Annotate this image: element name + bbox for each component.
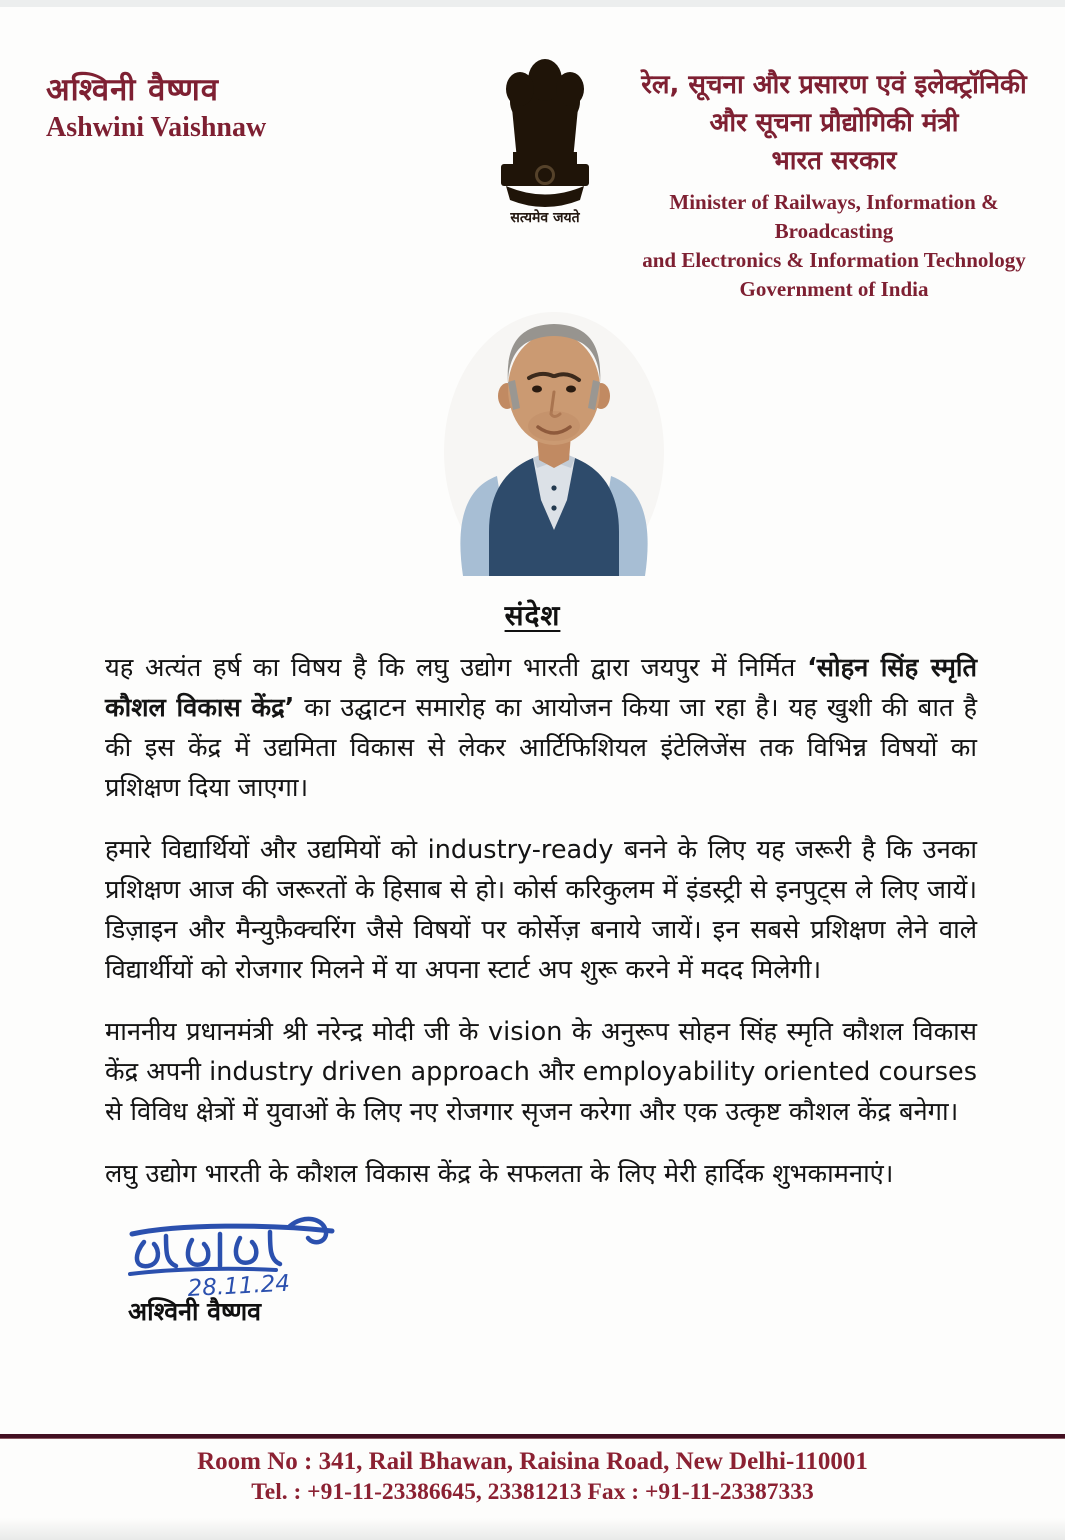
scan-edge [0, 0, 1065, 7]
letter-paragraph [105, 648, 977, 808]
minister-name-block [46, 70, 386, 146]
paragraph-text: लघु उद्योग भारती के कौशल विकास केंद्र के सफलता के लिए मेरी हार्दिक शुभकामनाएं। [105, 1159, 894, 1189]
paragraph-text: यह अत्यंत हर्ष का विषय है कि लघु उद्योग भारती द्वारा जयपुर में निर्मित [105, 653, 808, 683]
letter-paragraph [105, 1154, 977, 1194]
letter-paragraph [105, 830, 977, 990]
paragraph-text: का उद्घाटन समारोह का आयोजन किया जा रहा है। यह खुशी की बात है की इस केंद्र में उद्यमिता विकास से लेकर आर्टिफिशियल इंटेलिजेंस तक विभिन्न विषयों का प्रशिक्षण दिया जाएगा। [105, 693, 977, 803]
minister-portrait-photo [433, 292, 675, 576]
letter-body [105, 648, 977, 1216]
letter-paragraph [105, 1012, 977, 1132]
footer-phones: Tel. : +91-11-23386645, 23381213 Fax : +91-11-23387333 [251, 1479, 814, 1505]
footer-address: Room No : 341, Rail Bhawan, Raisina Road, New Delhi-110001 [197, 1448, 868, 1475]
office-hindi-line: रेल, सूचना और प्रसारण एवं इलेक्ट्रॉनिकी [641, 70, 1027, 100]
minister-name-english: Ashwini Vaishnaw [46, 112, 267, 143]
letter-title-text: संदेश [504, 599, 561, 632]
office-hindi-line: और सूचना प्रौद्योगिकी मंत्री [709, 108, 959, 138]
scan-edge [0, 1518, 1065, 1540]
signature-date: 28.11.24 [186, 1270, 291, 1302]
paragraph-text: माननीय प्रधानमंत्री श्री नरेन्द्र मोदी जी के vision के अनुरूप सोहन सिंह स्मृति कौशल विकास केंद्र अपनी industry driven approach और employability oriented courses से विविध क्षेत्रों में युवाओं के लिए नए रोजगार सृजन करेगा और एक उत्कृष्ट कौशल केंद्र बनेगा। [105, 1017, 977, 1127]
letter-title [0, 596, 1065, 634]
paragraph-text: हमारे विद्यार्थियों और उद्यमियों को industry-ready बनने के लिए यह जरूरी है कि उनका प्रशिक्षण आज की जरूरतों के हिसाब से हो। कोर्स करिकुलम में इंडस्ट्री से इनपुट्स ले लिए जायें। डिज़ाइन और मैन्युफ़ैक्चरिंग जैसे विषयों पर कोर्सेज़ बनाये जायें। इन सबसे प्रशिक्षण लेने वाले विद्यार्थीयों को रोजगार मिलने में या अपना स्टार्ट अप शुरू करने में मदद मिलेगी। [105, 835, 977, 985]
office-hindi-line: भारत सरकार [771, 146, 897, 176]
office-english-line: Government of India [739, 277, 929, 301]
office-english-line: and Electronics & Information Technology [642, 248, 1026, 272]
emblem-motto: सत्यमेव जयते [510, 210, 580, 226]
handwritten-signature [118, 1212, 368, 1304]
office-block [628, 66, 1040, 304]
signatory-name: अश्विनी वैष्णव [128, 1297, 262, 1326]
minister-name-hindi: अश्विनी वैष्णव [46, 72, 220, 108]
india-state-emblem-icon [478, 50, 612, 228]
footer-divider [0, 1434, 1065, 1439]
office-english-line: Minister of Railways, Information & Broadcasting [669, 190, 999, 243]
paragraph-text-bold: ‘सोहन सिंह स्मृति कौशल विकास केंद्र’ [105, 653, 977, 723]
